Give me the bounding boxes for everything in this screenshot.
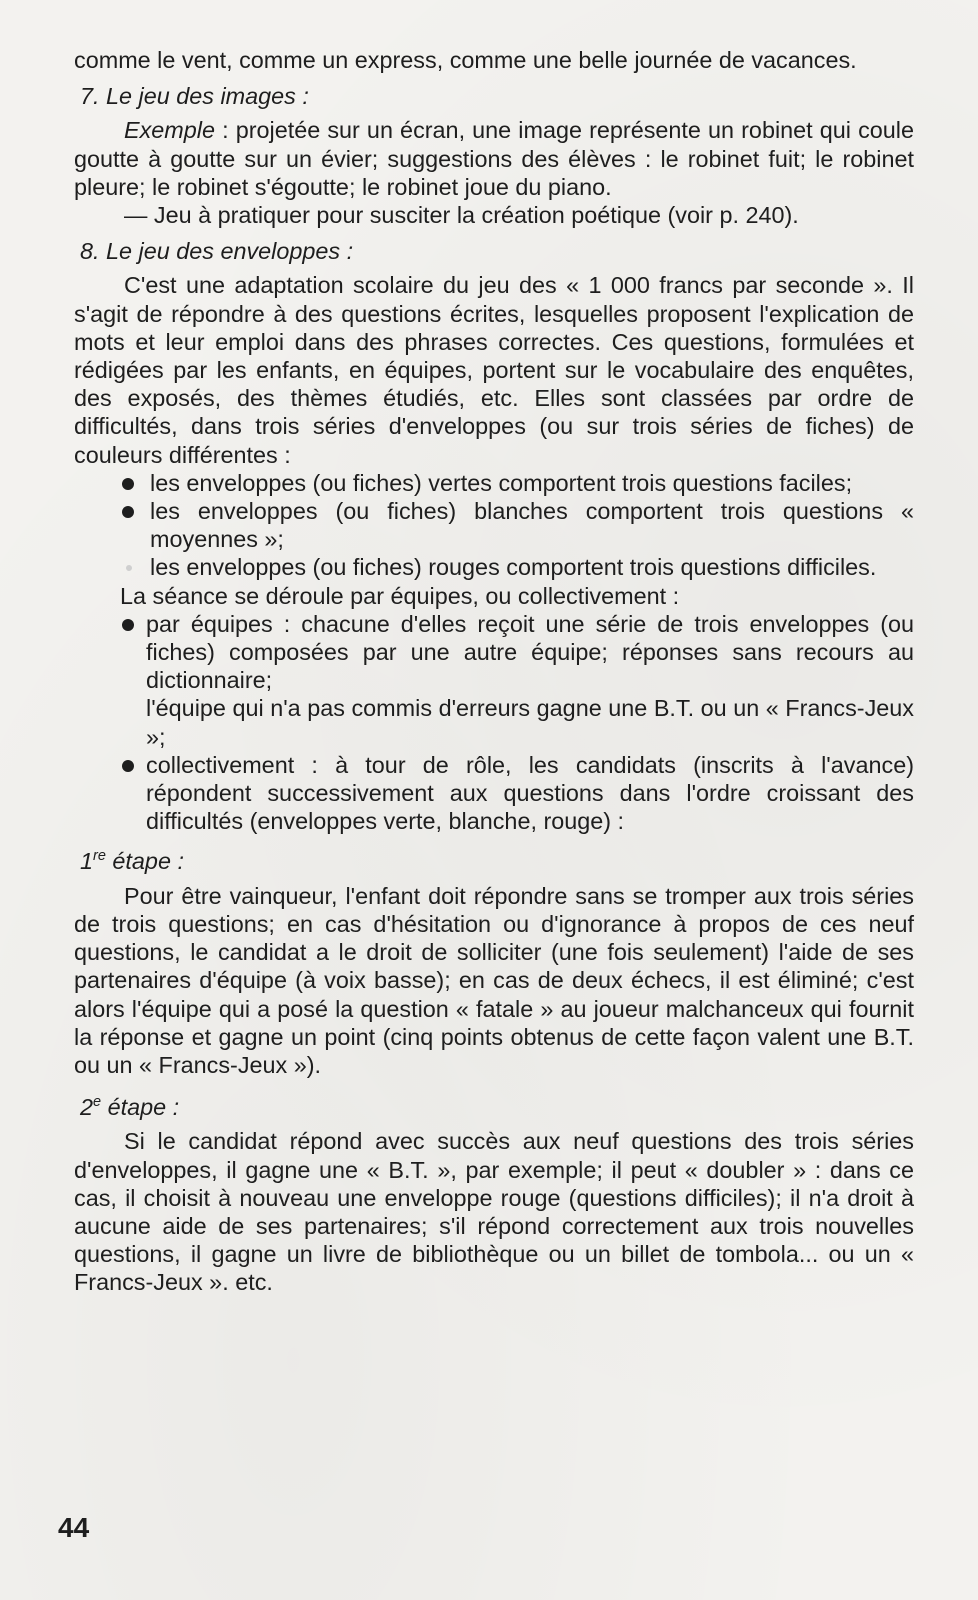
section-8-heading: 8. Le jeu des enveloppes : [80,238,354,265]
mode-list [74,610,914,695]
list-item: collectivement : à tour de rôle, les candidats (inscrits à l'avance) répondent successivement aux questions dans l'ordre croissant des difficultés (enveloppes verte, blanche, rouge) : [74,751,914,836]
intro-paragraph: comme le vent, comme un express, comme une belle journée de vacances. [74,47,857,73]
page-body [74,46,914,1297]
bullet-icon [122,760,134,772]
list-item: les enveloppes (ou fiches) blanches comportent trois questions « moyennes »; [74,497,914,553]
bullet-icon [122,619,134,631]
section-7-note: — Jeu à pratiquer pour susciter la création poétique (voir p. 240). [124,202,799,229]
stage-2-paragraph: Si le candidat répond avec succès aux neuf questions des trois séries d'enveloppes, il gagne une « B.T. », par exemple; il peut « doubler » : dans ce cas, il choisit à nouveau une enveloppe rouge (questions difficiles); il n'a droit à aucune aide de ses partenaires; s'il répond correctement aux trois nouvelles questions, il gagne un livre de bibliothèque ou un billet de tombola... ou un « Francs-Jeux ». etc. [74,1128,914,1296]
mode-list-2 [74,751,914,836]
session-intro: La séance se déroule par équipes, ou collectivement : [120,582,680,609]
section-8-paragraph: C'est une adaptation scolaire du jeu des « 1 000 francs par seconde ». Il s'agit de répondre à des questions écrites, lesquelles proposent l'explication de mots et leur emploi dans des phrases correctes. Ces questions, formulées et rédigées par les enfants, en équipes, portent sur le vocabulaire des enquêtes, des exposés, des thèmes étudiés, etc. Elles sont classées par ordre de difficultés, dans trois séries d'enveloppes (ou sur trois séries de fiches) de couleurs différentes : [74,272,914,468]
section-7-heading: 7. Le jeu des images : [80,83,309,110]
envelope-list [74,469,914,582]
list-item: par équipes : chacune d'elles reçoit une série de trois enveloppes (ou fiches) composées par une autre équipe; réponses sans recours au dictionnaire; [74,610,914,695]
team-reward: l'équipe qui n'a pas commis d'erreurs gagne une B.T. ou un « Francs-Jeux »; [146,695,914,750]
stage-2-heading: 2e étape : [80,1094,180,1121]
example-label: Exemple [124,117,216,144]
bullet-icon [122,506,134,518]
section-7-example [74,116,914,201]
bullet-icon [122,478,134,490]
example-text: : projetée sur un écran, une image représente un robinet qui coule goutte à goutte sur un évier; suggestions des élèves : le robinet fuit; le robinet pleure; le robinet s'égoutte; le robinet joue du piano. [74,117,914,200]
stage-1-heading: 1re étape : [80,848,184,875]
bullet-icon [126,565,132,571]
list-item: les enveloppes (ou fiches) rouges comportent trois questions difficiles. [74,553,914,581]
stage-1-paragraph: Pour être vainqueur, l'enfant doit répondre sans se tromper aux trois séries de trois questions; en cas d'hésitation ou d'ignorance à propos de ces neuf questions, le candidat a le droit de solliciter (une fois seulement) l'aide de ses partenaires d'équipe (à voix basse); en cas de deux échecs, il est éliminé; c'est alors l'équipe qui a posé la question « fatale » au joueur malchanceux qui fournit la réponse et gagne un point (cinq points obtenus de cette façon valent une B.T. ou un « Francs-Jeux »). [74,882,914,1078]
page-number: 44 [58,1512,90,1543]
list-item: les enveloppes (ou fiches) vertes comportent trois questions faciles; [74,469,914,497]
